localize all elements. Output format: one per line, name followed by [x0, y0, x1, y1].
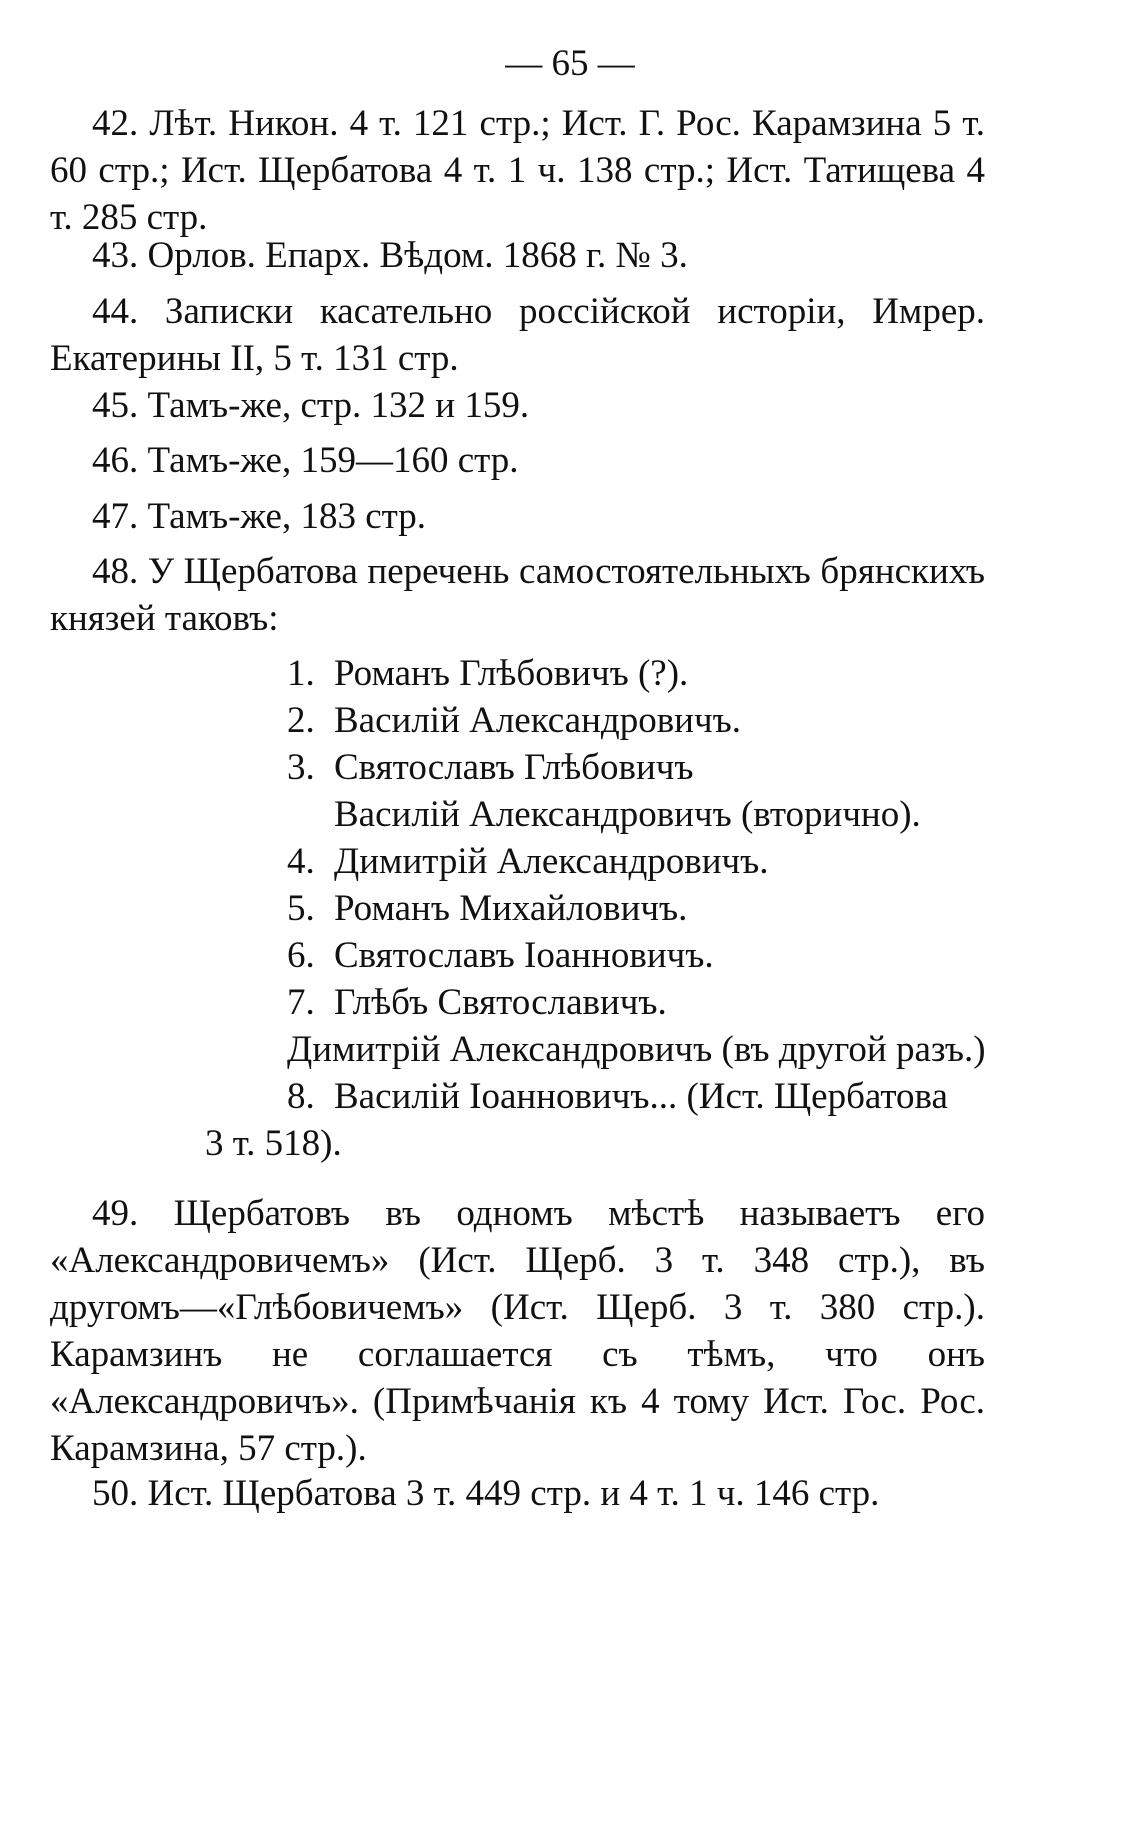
list-item-continuation: Василій Александровичъ (вторично).: [334, 794, 921, 835]
footnote-49: 49. Щербатовъ въ одномъ мѣстѣ называетъ его «Александровичемъ» (Ист. Щерб. 3 т. 348 стр.), въ другомъ—«Глѣбовичемъ» (Ист. Щерб. 3 т. 380 стр.). Карамзинъ не соглашается съ тѣмъ, что онъ «Александровичъ». (Примѣчанія къ 4 тому Ист. Гос. Рос. Карамзина, 57 стр.).: [50, 1193, 985, 1469]
list-item: 4. Димитрій Александровичъ.: [287, 841, 769, 882]
list-item: 3. Святославъ Глѣбовичъ: [287, 747, 694, 788]
list-item: 2. Василій Александровичъ.: [287, 700, 741, 741]
list-item-continuation: Димитрій Александровичъ (въ другой разъ.): [287, 1029, 986, 1070]
page-number: — 65 —: [505, 43, 635, 84]
footnote-42: 42. Лѣт. Никон. 4 т. 121 стр.; Ист. Г. Рос. Карамзина 5 т. 60 стр.; Ист. Щербатова 4 т. 1 ч. 138 стр.; Ист. Татищева 4 т. 285 стр.: [50, 103, 985, 238]
footnote-44: 44. Записки касательно россійской исторіи, Имрер. Екатерины II, 5 т. 131 стр.: [50, 291, 985, 379]
footnote-50: 50. Ист. Щербатова 3 т. 449 стр. и 4 т. 1 ч. 146 стр.: [92, 1473, 880, 1514]
list-item: 6. Святославъ Іоанновичъ.: [287, 935, 714, 976]
list-item: 5. Романъ Михайловичъ.: [287, 888, 688, 929]
footnote-46: 46. Тамъ-же, 159—160 стр.: [92, 440, 519, 481]
footnote-47: 47. Тамъ-же, 183 стр.: [92, 496, 427, 537]
footnote-48: 48. У Щербатова перечень самостоятельныхъ брянскихъ князей таковъ:: [50, 551, 985, 639]
footnote-43: 43. Орлов. Епарх. Вѣдом. 1868 г. № 3.: [92, 235, 688, 276]
list-item: 1. Романъ Глѣбовичъ (?).: [287, 653, 689, 694]
list-item-continuation: 3 т. 518).: [205, 1123, 342, 1164]
list-item: 8. Василій Іоанновичъ... (Ист. Щербатова: [287, 1076, 948, 1117]
list-item: 7. Глѣбъ Святославичъ.: [287, 982, 667, 1023]
footnote-45: 45. Тамъ-же, стр. 132 и 159.: [92, 385, 530, 426]
